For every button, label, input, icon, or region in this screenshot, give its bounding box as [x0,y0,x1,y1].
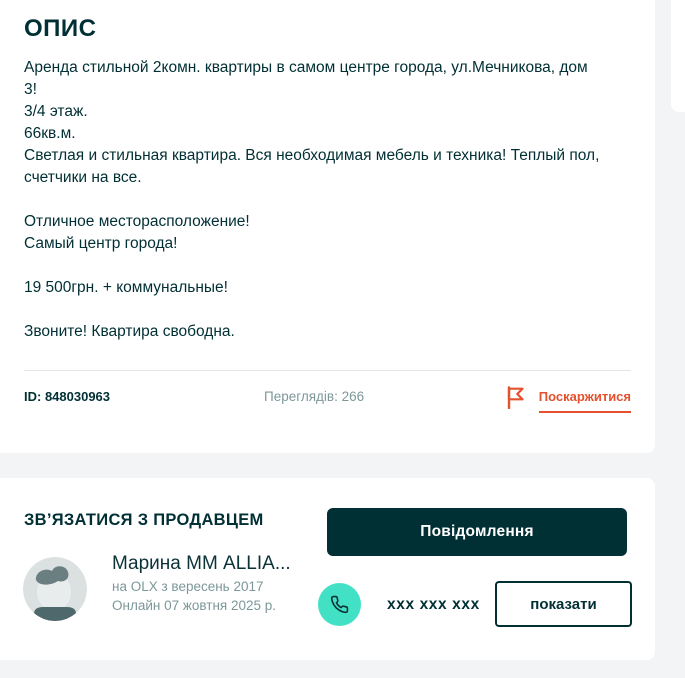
description-line: Светлая и стильная квартира. Вся необходимая мебель и техника! Теплый пол, [24,147,600,164]
description-line: Самый центр города! [24,235,178,252]
message-button[interactable]: Повідомлення [327,508,627,556]
phone-icon [330,595,349,614]
report-label: Поскаржитися [539,389,631,413]
description-line: Аренда стильной 2комн. квартиры в самом центре города, ул.Мечникова, дом [24,59,588,76]
description-title: ОПИС [24,15,97,42]
contact-seller-card [0,478,655,660]
description-line: Отличное месторасположение! [24,213,250,230]
masked-phone-number: xxx xxx xxx [387,596,480,613]
divider [24,370,631,371]
description-line [24,299,644,321]
seller-avatar[interactable] [23,557,87,621]
seller-name[interactable]: Марина ММ ALLIA... [112,553,291,574]
show-phone-button[interactable]: показати [495,581,632,627]
report-link[interactable] [506,385,631,414]
description-line: Звоните! Квартира свободна. [24,323,235,340]
seller-member-since: на OLX з вересень 2017 [112,579,264,594]
sidebar-card-fragment [671,0,685,112]
phone-button[interactable] [318,583,361,626]
listing-id: ID: 848030963 [24,389,111,404]
description-line: 3/4 этаж. [24,103,88,120]
contact-title: ЗВ’ЯЗАТИСЯ З ПРОДАВЦЕМ [24,511,264,529]
avatar-image [23,608,87,621]
description-line [24,255,644,277]
views-count: Переглядів: 266 [264,389,365,404]
description-line: счетчики на все. [24,169,142,186]
listing-meta-row [24,385,631,417]
flag-icon [506,386,526,414]
description-line: 19 500грн. + коммунальные! [24,279,228,296]
description-line: 3! [24,81,37,98]
description-text [24,57,644,343]
seller-last-online: Онлайн 07 жовтня 2025 р. [112,598,277,613]
description-line: 66кв.м. [24,125,76,142]
description-line [24,189,644,211]
